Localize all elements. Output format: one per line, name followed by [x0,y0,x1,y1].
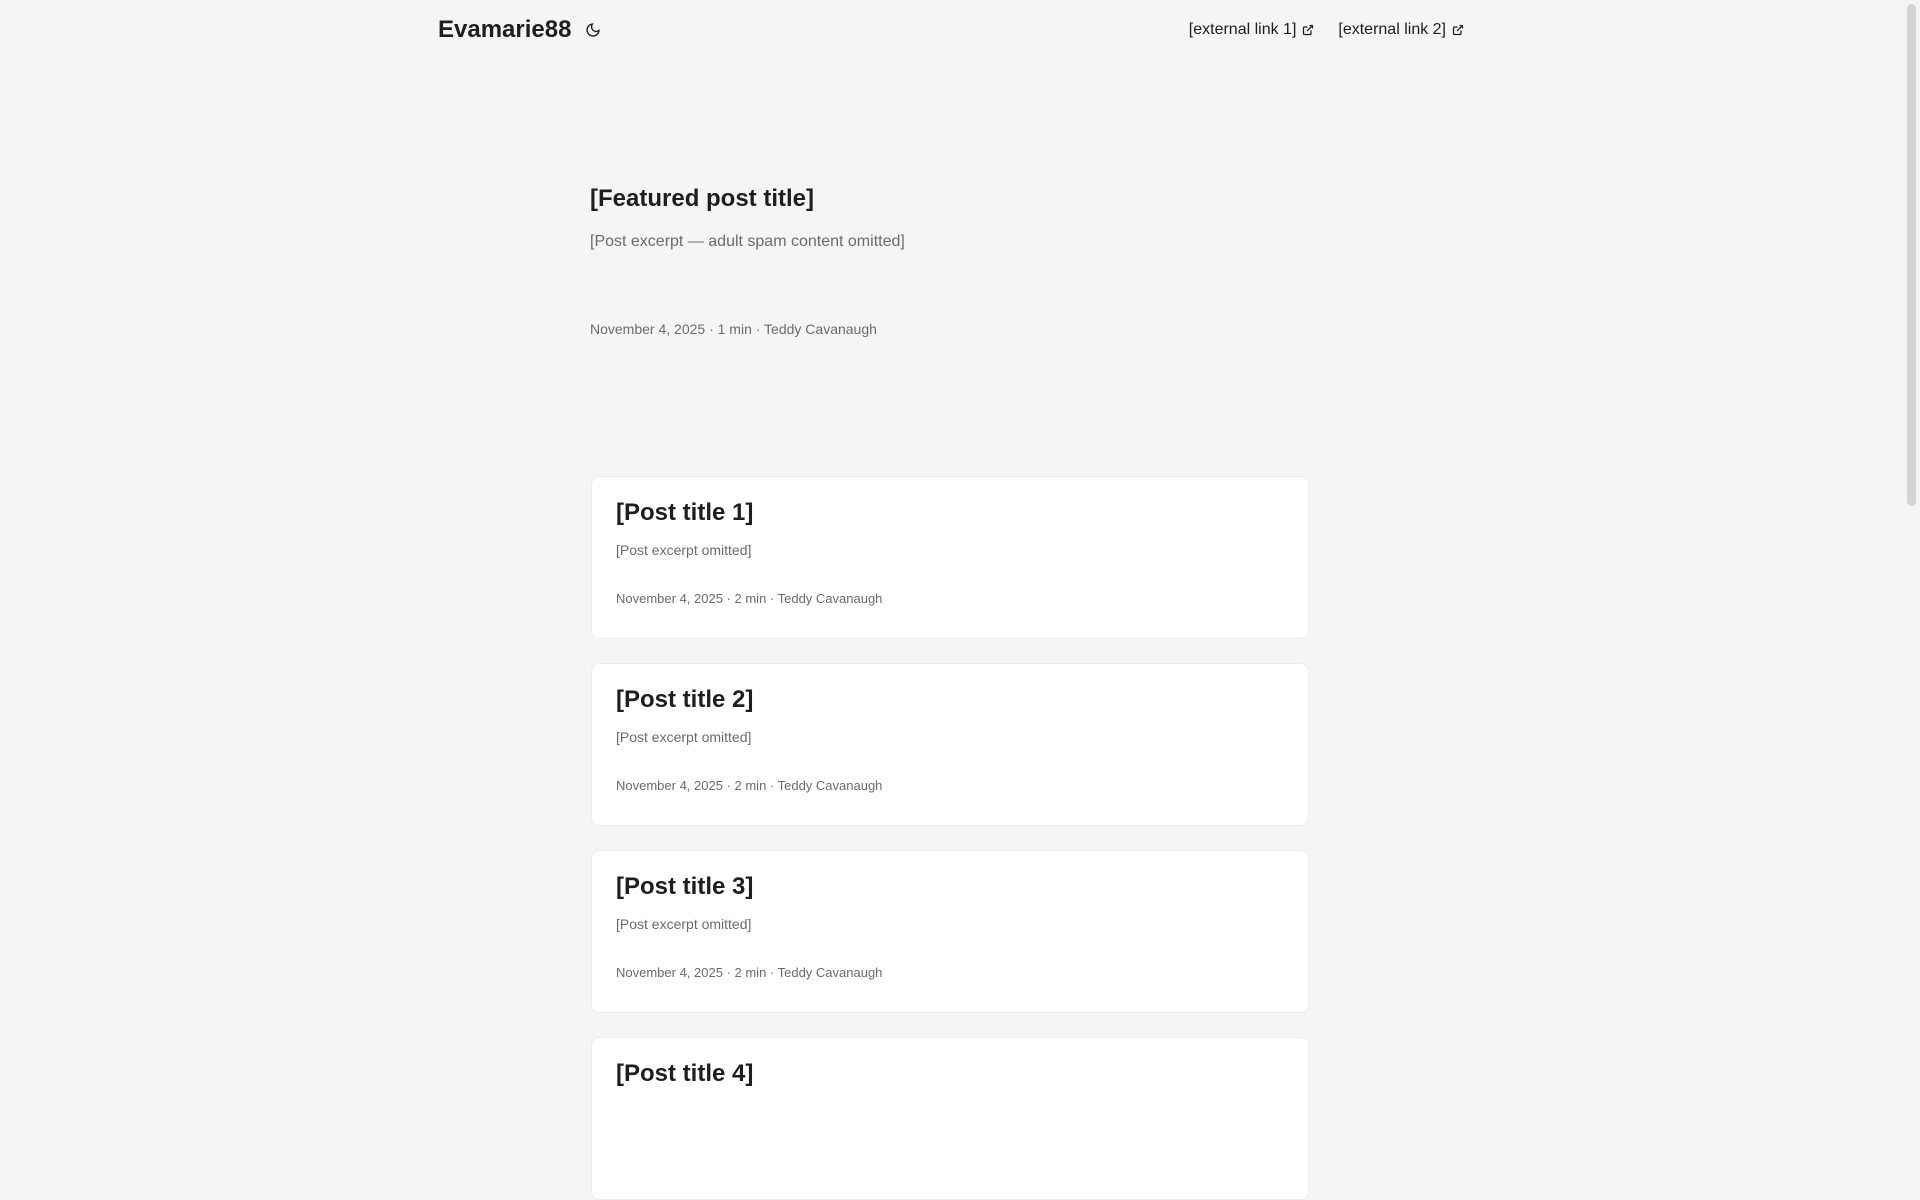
post-title: [Post title 4] [616,1060,754,1087]
site-logo[interactable]: Evamarie88 [438,16,572,43]
main-menu [1189,21,1464,39]
external-link-icon [1302,24,1314,36]
post-summary: [Post excerpt omitted] [616,729,752,745]
post-card[interactable] [591,476,1309,639]
post-card[interactable] [591,663,1309,826]
featured-post-title: [Featured post title] [590,185,815,212]
post-summary: [Post excerpt omitted] [616,542,752,558]
external-link-icon [1452,24,1464,36]
post-meta: November 4, 2025 · 2 min · Teddy Cavanaugh [616,778,883,793]
site-header [438,0,1464,60]
menu-link-2[interactable]: [external link 2] [1338,21,1464,39]
post-card[interactable] [591,1037,1309,1200]
featured-post-summary: [Post excerpt — adult spam content omitted] [590,233,905,250]
post-title: [Post title 1] [616,499,754,526]
post-title: [Post title 3] [616,873,754,900]
post-meta: November 4, 2025 · 2 min · Teddy Cavanaugh [616,591,883,606]
post-meta: November 4, 2025 · 2 min · Teddy Cavanaugh [616,965,883,980]
logo-area [438,16,603,44]
moon-icon[interactable] [583,20,603,40]
post-title: [Post title 2] [616,686,754,713]
featured-post-meta: November 4, 2025 · 1 min · Teddy Cavanaugh [590,321,877,337]
menu-link-1[interactable]: [external link 1] [1189,21,1315,39]
featured-post[interactable] [590,185,1310,337]
page-scrollbar[interactable] [1907,4,1916,506]
post-summary: [Post excerpt omitted] [616,916,752,932]
post-card[interactable] [591,850,1309,1013]
